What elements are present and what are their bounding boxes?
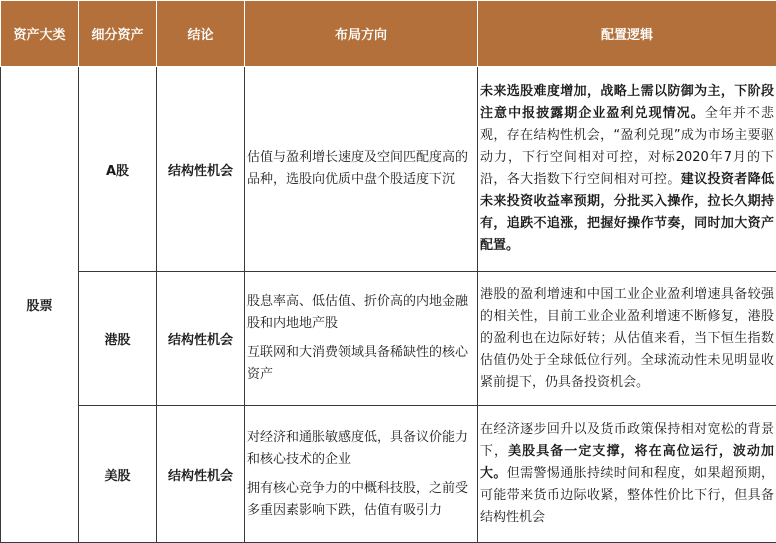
header-asset-class: 资产大类 <box>1 1 79 67</box>
logic-text: 在经济逐步回升以及货币政策保持相对宽松的背景下， <box>480 422 774 459</box>
table-row <box>1 272 776 406</box>
logic-text: 港股的盈利增速和中国工业企业盈利增速具备较强的相关性，目前工业企业盈利增速不断修复，港股的盈利也在边际好转；从估值来看，当下恒生指数估值仍处于全球低位行列。全球流动性未见明显收紧前提下，仍具备投资机会。 <box>480 287 774 390</box>
direction-text: 股息率高、低估值、折价高的内地金融股和内地地产股 <box>247 291 475 335</box>
conclusion-cell: 结构性机会 <box>157 406 245 543</box>
direction-cell <box>245 272 478 406</box>
conclusion-cell: 结构性机会 <box>157 67 245 272</box>
logic-text: 全年并不悲观，存在结构性机会，“盈利兑现”成为市场主要驱动力，下行空间相对可控，对标2020年7月的下沿，各大指数下行空间相对可控。 <box>480 106 774 187</box>
table-row <box>1 67 776 272</box>
logic-bold: 未来选股难度增加，战略上需以防御为主，下阶段注意中报披露期企业盈利兑现情况。 <box>480 84 774 121</box>
category-cell: 股票 <box>1 67 79 543</box>
header-conclusion: 结论 <box>157 1 245 67</box>
logic-bold: 建议投资者降低未来投资收益率预期，分批买入操作，拉长久期持有，追跌不追涨，把握好操作节奏，同时加大资产配置。 <box>480 172 774 253</box>
header-row <box>1 1 776 67</box>
direction-cell <box>245 67 478 272</box>
direction-text: 估值与盈利增长速度及空间匹配度高的品种，选股向优质中盘个股适度下沉 <box>247 147 475 191</box>
conclusion-cell: 结构性机会 <box>157 272 245 406</box>
asset-cell: A股 <box>79 67 157 272</box>
direction-cell <box>245 406 478 543</box>
logic-cell <box>478 406 776 543</box>
direction-text: 对经济和通胀敏感度低，具备议价能力和核心技术的企业 <box>247 427 475 471</box>
asset-cell: 美股 <box>79 406 157 543</box>
header-sub-asset: 细分资产 <box>79 1 157 67</box>
logic-bold: 美股具备一定支撑，将在高位运行，波动加大。 <box>480 444 774 481</box>
direction-text: 互联网和大消费领域具备稀缺性的核心资产 <box>247 342 475 386</box>
asset-cell: 港股 <box>79 272 157 406</box>
logic-cell <box>478 67 776 272</box>
direction-text: 拥有核心竞争力的中概科技股，之前受多重因素影响下跌，估值有吸引力 <box>247 478 475 522</box>
logic-cell <box>478 272 776 406</box>
table-row <box>1 406 776 543</box>
header-logic: 配置逻辑 <box>478 1 776 67</box>
header-direction: 布局方向 <box>245 1 478 67</box>
logic-text: 但需警惕通胀持续时间和程度，如果超预期，可能带来货币边际收紧，整体性价比下行，但具备结构性机会 <box>480 466 774 525</box>
